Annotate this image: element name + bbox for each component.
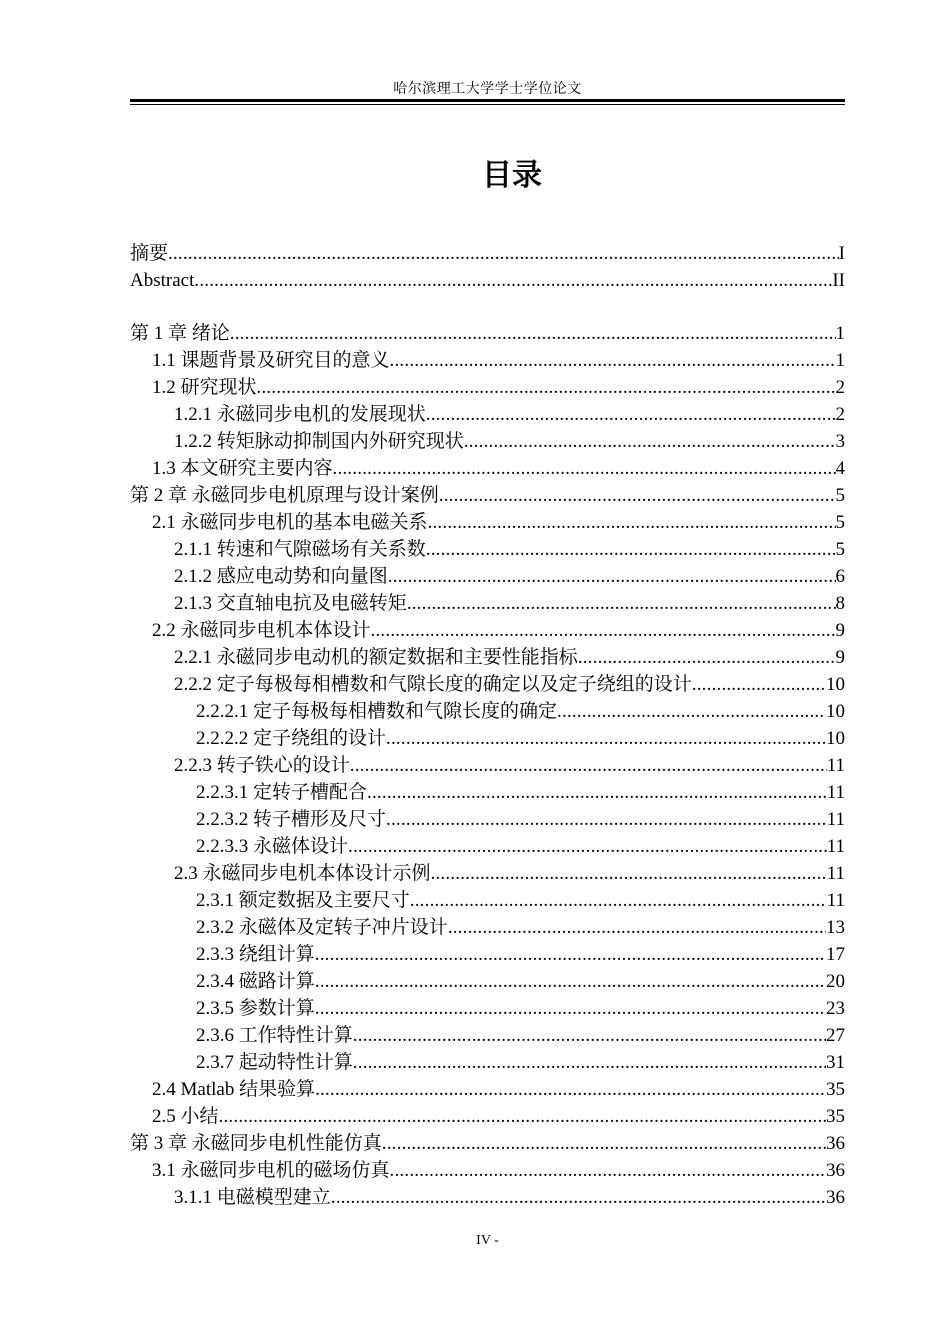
toc-entry-page-number: II <box>832 270 845 291</box>
toc-entry-label: 2.1.3 交直轴电抗及电磁转矩 <box>174 593 407 614</box>
toc-dot-leader <box>464 428 836 455</box>
toc-dot-leader <box>692 671 826 698</box>
toc-dot-leader <box>333 455 836 482</box>
toc-entry-label: 1.2 研究现状 <box>152 377 257 398</box>
toc-entry[interactable] <box>130 779 845 806</box>
toc-entry-page-number: 11 <box>826 809 845 830</box>
toc-dot-leader <box>353 1049 826 1076</box>
toc-entry[interactable] <box>130 833 845 860</box>
toc-entry[interactable] <box>130 347 845 374</box>
toc-dot-leader <box>371 617 836 644</box>
toc-entry[interactable] <box>130 1049 845 1076</box>
toc-entry-label: 第 2 章 永磁同步电机原理与设计案例 <box>130 485 439 506</box>
toc-entry-page-number: 35 <box>826 1079 845 1100</box>
toc-entry-label: 2.3.6 工作特性计算 <box>196 1025 353 1046</box>
toc-entry[interactable] <box>130 267 845 294</box>
toc-dot-leader <box>557 698 826 725</box>
toc-entry-label: Abstract <box>130 270 195 291</box>
toc-entry[interactable] <box>130 941 845 968</box>
toc-entry[interactable] <box>130 806 845 833</box>
toc-dot-leader <box>230 320 836 347</box>
toc-entry-label: 摘要 <box>130 243 169 264</box>
toc-dot-leader <box>410 887 827 914</box>
toc-entry-label: 2.1.2 感应电动势和向量图 <box>174 566 388 587</box>
toc-dot-leader <box>390 1157 826 1184</box>
toc-entry-label: 2.4 Matlab 结果验算 <box>152 1079 316 1100</box>
toc-entry-page-number: 23 <box>826 998 845 1019</box>
page-number-footer: IV - <box>476 1233 499 1248</box>
toc-entry-label: 2.2 永磁同步电机本体设计 <box>152 620 371 641</box>
toc-entry[interactable] <box>130 428 845 455</box>
toc-entry-label: 2.3.4 磁路计算 <box>196 971 315 992</box>
toc-entry-page-number: 9 <box>835 647 845 668</box>
toc-dot-leader <box>353 1022 826 1049</box>
toc-entry[interactable] <box>130 644 845 671</box>
toc-dot-leader <box>315 1076 826 1103</box>
toc-entry[interactable] <box>130 455 845 482</box>
toc-entry[interactable] <box>130 240 845 267</box>
header-rule-thick <box>130 99 845 102</box>
toc-entry[interactable] <box>130 482 845 509</box>
toc-entry-page-number: 3 <box>835 431 845 452</box>
toc-dot-leader <box>382 1130 826 1157</box>
toc-dot-leader <box>426 536 836 563</box>
toc-dot-leader <box>168 240 839 267</box>
toc-entry[interactable] <box>130 1076 845 1103</box>
toc-dot-leader <box>315 941 826 968</box>
toc-entry-page-number: I <box>838 243 845 264</box>
toc-entry[interactable] <box>130 1184 845 1211</box>
toc-entry[interactable] <box>130 752 845 779</box>
toc-entry-page-number: 36 <box>826 1187 845 1208</box>
toc-entry[interactable] <box>130 563 845 590</box>
header-rule-thin <box>130 104 845 105</box>
toc-dot-leader <box>386 725 826 752</box>
toc-entry-label: 第 3 章 永磁同步电机性能仿真 <box>130 1133 382 1154</box>
toc-entry-label: 2.2.1 永磁同步电动机的额定数据和主要性能指标 <box>174 647 578 668</box>
toc-entry-label: 2.2.3.3 永磁体设计 <box>196 836 349 857</box>
toc-entry-label: 3.1 永磁同步电机的磁场仿真 <box>152 1160 390 1181</box>
toc-entry[interactable] <box>130 1103 845 1130</box>
toc-entry-page-number: 8 <box>835 593 845 614</box>
toc-dot-leader <box>315 995 826 1022</box>
toc-entry-label: 2.3.1 额定数据及主要尺寸 <box>196 890 410 911</box>
toc-entry-page-number: 2 <box>835 377 845 398</box>
toc-dot-leader <box>350 752 827 779</box>
toc-entry[interactable] <box>130 401 845 428</box>
toc-entry-page-number: 5 <box>835 485 845 506</box>
toc-entry-label: 2.3 永磁同步电机本体设计示例 <box>174 863 431 884</box>
toc-entry-page-number: 36 <box>826 1133 845 1154</box>
toc-entry-label: 2.2.3 转子铁心的设计 <box>174 755 350 776</box>
toc-entry-page-number: 9 <box>835 620 845 641</box>
toc-dot-leader <box>388 563 836 590</box>
toc-dot-leader <box>348 833 827 860</box>
toc-entry-label: 2.2.3.2 转子槽形及尺寸 <box>196 809 387 830</box>
toc-entry[interactable] <box>130 617 845 644</box>
toc-entry-page-number: 35 <box>826 1106 845 1127</box>
toc-dot-leader <box>578 644 836 671</box>
toc-entry-label: 1.2.1 永磁同步电机的发展现状 <box>174 404 426 425</box>
toc-dot-leader <box>407 590 836 617</box>
toc-dot-leader <box>219 1103 826 1130</box>
toc-entry-page-number: 27 <box>826 1025 845 1046</box>
toc-entry-page-number: 1 <box>835 323 845 344</box>
toc-entry-page-number: 10 <box>826 701 845 722</box>
toc-entry-page-number: 2 <box>835 404 845 425</box>
toc-entry-page-number: 31 <box>826 1052 845 1073</box>
toc-entry[interactable] <box>130 968 845 995</box>
toc-entry[interactable] <box>130 725 845 752</box>
toc-entry-label: 2.3.2 永磁体及定转子冲片设计 <box>196 917 448 938</box>
toc-entry[interactable] <box>130 590 845 617</box>
running-header: 哈尔滨理工大学学士学位论文 <box>393 82 582 97</box>
toc-dot-leader <box>448 914 826 941</box>
toc-entry-label: 2.1 永磁同步电机的基本电磁关系 <box>152 512 428 533</box>
toc-entry-label: 第 1 章 绪论 <box>130 323 230 344</box>
table-of-contents <box>130 240 845 1211</box>
toc-entry-label: 2.5 小结 <box>152 1106 219 1127</box>
toc-entry-label: 2.2.2.2 定子绕组的设计 <box>196 728 387 749</box>
toc-entry-label: 2.3.3 绕组计算 <box>196 944 315 965</box>
toc-entry[interactable] <box>130 509 845 536</box>
toc-dot-leader <box>331 1184 826 1211</box>
toc-dot-leader <box>439 482 836 509</box>
toc-entry[interactable] <box>130 914 845 941</box>
toc-dot-leader <box>367 779 827 806</box>
toc-dot-leader <box>426 401 836 428</box>
toc-dot-leader <box>315 968 826 995</box>
toc-main-entries <box>130 320 845 1211</box>
toc-dot-leader <box>428 509 836 536</box>
toc-entry-label: 2.2.2.1 定子每极每相槽数和气隙长度的确定 <box>196 701 558 722</box>
toc-entry-label: 3.1.1 电磁模型建立 <box>174 1187 331 1208</box>
toc-entry-page-number: 17 <box>826 944 845 965</box>
toc-entry[interactable] <box>130 860 845 887</box>
toc-entry-page-number: 11 <box>826 755 845 776</box>
toc-entry[interactable] <box>130 536 845 563</box>
toc-dot-leader <box>194 267 832 294</box>
toc-entry-label: 1.2.2 转矩脉动抑制国内外研究现状 <box>174 431 464 452</box>
toc-entry-page-number: 11 <box>826 890 845 911</box>
toc-entry[interactable] <box>130 1130 845 1157</box>
toc-entry-label: 2.3.5 参数计算 <box>196 998 315 1019</box>
toc-spacer <box>130 294 845 320</box>
toc-front-matter <box>130 240 845 294</box>
toc-entry[interactable] <box>130 698 845 725</box>
toc-dot-leader <box>431 860 827 887</box>
toc-entry-page-number: 10 <box>826 728 845 749</box>
toc-entry-page-number: 13 <box>826 917 845 938</box>
toc-entry-page-number: 11 <box>826 836 845 857</box>
toc-entry-label: 1.3 本文研究主要内容 <box>152 458 333 479</box>
toc-dot-leader <box>390 347 836 374</box>
toc-entry[interactable] <box>130 374 845 401</box>
page-title: 目录 <box>482 158 542 193</box>
toc-entry-label: 2.2.2 定子每极每相槽数和气隙长度的确定以及定子绕组的设计 <box>174 674 692 695</box>
toc-entry[interactable] <box>130 995 845 1022</box>
toc-entry[interactable] <box>130 671 845 698</box>
toc-entry[interactable] <box>130 887 845 914</box>
toc-entry-label: 1.1 课题背景及研究目的意义 <box>152 350 390 371</box>
toc-entry-label: 2.3.7 起动特性计算 <box>196 1052 353 1073</box>
toc-entry[interactable] <box>130 1022 845 1049</box>
toc-entry-page-number: 10 <box>826 674 845 695</box>
toc-dot-leader <box>257 374 836 401</box>
toc-entry-page-number: 36 <box>826 1160 845 1181</box>
toc-entry-page-number: 6 <box>835 566 845 587</box>
toc-entry[interactable] <box>130 320 845 347</box>
toc-entry-page-number: 5 <box>835 539 845 560</box>
toc-entry-label: 2.2.3.1 定转子槽配合 <box>196 782 368 803</box>
toc-entry-page-number: 1 <box>835 350 845 371</box>
toc-entry[interactable] <box>130 1157 845 1184</box>
toc-entry-page-number: 20 <box>826 971 845 992</box>
toc-dot-leader <box>386 806 827 833</box>
toc-entry-page-number: 11 <box>826 863 845 884</box>
toc-entry-page-number: 4 <box>835 458 845 479</box>
toc-entry-page-number: 5 <box>835 512 845 533</box>
toc-entry-page-number: 11 <box>826 782 845 803</box>
toc-entry-label: 2.1.1 转速和气隙磁场有关系数 <box>174 539 426 560</box>
